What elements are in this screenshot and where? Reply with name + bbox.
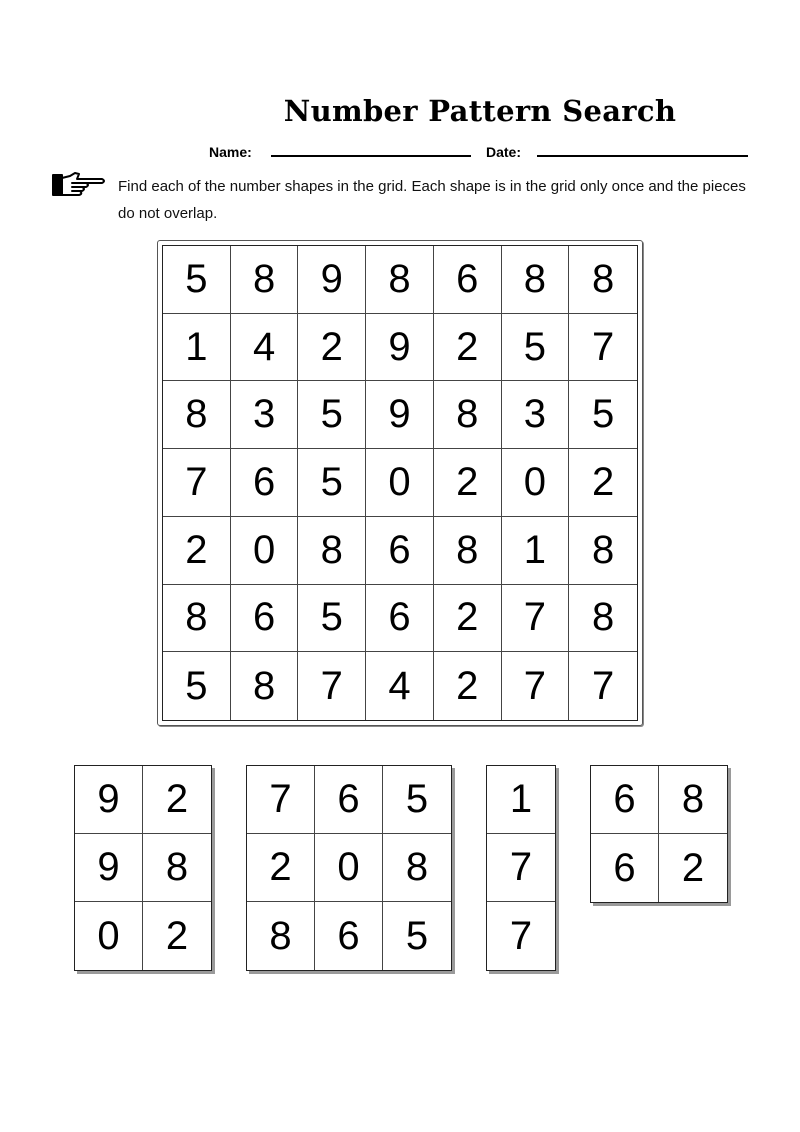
grid-cell[interactable]: 9 <box>366 381 434 449</box>
shape-piece-2 <box>246 765 452 971</box>
shape-cell: 6 <box>315 902 383 970</box>
grid-cell[interactable]: 1 <box>502 517 570 585</box>
shape-cell: 6 <box>315 766 383 834</box>
grid-cell[interactable]: 4 <box>366 652 434 720</box>
grid-cell[interactable]: 7 <box>298 652 366 720</box>
grid-cell[interactable]: 7 <box>163 449 231 517</box>
shape-cell: 6 <box>591 834 659 902</box>
grid-cell[interactable]: 2 <box>298 314 366 382</box>
grid-cell[interactable]: 3 <box>231 381 299 449</box>
grid-cell[interactable]: 5 <box>298 449 366 517</box>
shape-cell: 0 <box>315 834 383 902</box>
grid-cell[interactable]: 5 <box>298 381 366 449</box>
grid-cell[interactable]: 0 <box>366 449 434 517</box>
date-label: Date: <box>486 144 522 160</box>
shape-piece-3 <box>486 765 556 971</box>
grid-cell[interactable]: 5 <box>298 585 366 653</box>
grid-cell[interactable]: 3 <box>502 381 570 449</box>
grid-cell[interactable]: 2 <box>569 449 637 517</box>
shape-cell: 0 <box>75 902 143 970</box>
grid-cell[interactable]: 2 <box>434 449 502 517</box>
instructions-text: Find each of the number shapes in the grid. Each shape is in the grid only once and the pieces do not overlap. <box>118 178 746 222</box>
pointing-hand-icon <box>52 170 108 200</box>
name-line[interactable] <box>271 155 471 157</box>
grid-cell[interactable]: 7 <box>592 663 615 708</box>
grid-cell[interactable]: 5 <box>569 381 637 449</box>
grid-cell[interactable]: 4 <box>231 314 299 382</box>
grid-cell[interactable]: 6 <box>434 246 502 314</box>
shape-cell: 8 <box>247 902 315 970</box>
grid-cell[interactable]: 8 <box>434 517 502 585</box>
grid-cell[interactable]: 8 <box>163 381 231 449</box>
grid-cell[interactable]: 5 <box>163 652 231 720</box>
shape-cell: 5 <box>405 913 429 958</box>
grid-cell[interactable]: 8 <box>569 246 637 314</box>
grid-cell[interactable]: 9 <box>366 314 434 382</box>
grid-cell[interactable]: 9 <box>298 246 366 314</box>
grid-cell[interactable]: 7 <box>569 314 637 382</box>
grid-cell[interactable]: 7 <box>502 652 570 720</box>
shape-cell: 1 <box>487 766 555 834</box>
grid-cell[interactable]: 2 <box>434 585 502 653</box>
grid-cell[interactable]: 7 <box>502 585 570 653</box>
shape-cell: 8 <box>659 766 727 834</box>
grid-cell[interactable]: 8 <box>434 381 502 449</box>
grid-cell[interactable]: 5 <box>163 246 231 314</box>
name-label: Name: <box>209 144 252 160</box>
grid-cell[interactable]: 5 <box>502 314 570 382</box>
shape-cell: 5 <box>383 766 451 834</box>
grid-cell[interactable]: 0 <box>502 449 570 517</box>
grid-cell[interactable]: 6 <box>231 585 299 653</box>
worksheet-title: Number Pattern Search <box>283 94 677 128</box>
grid-cell[interactable]: 2 <box>434 652 502 720</box>
grid-cell[interactable]: 8 <box>231 652 299 720</box>
shape-cell: 2 <box>681 845 705 890</box>
grid-cell[interactable]: 2 <box>163 517 231 585</box>
grid-cell[interactable]: 8 <box>569 517 637 585</box>
number-grid-frame <box>157 240 643 726</box>
shape-cell: 8 <box>143 834 211 902</box>
shape-cell: 9 <box>75 834 143 902</box>
grid-cell[interactable]: 8 <box>502 246 570 314</box>
date-line[interactable] <box>537 155 748 157</box>
grid-cell[interactable]: 8 <box>298 517 366 585</box>
shape-cell: 6 <box>591 766 659 834</box>
grid-cell[interactable]: 8 <box>163 585 231 653</box>
shape-piece-1 <box>74 765 212 971</box>
grid-cell[interactable]: 6 <box>366 585 434 653</box>
grid-cell[interactable]: 8 <box>366 246 434 314</box>
number-grid <box>162 245 638 721</box>
grid-cell[interactable]: 6 <box>366 517 434 585</box>
grid-cell[interactable]: 8 <box>231 246 299 314</box>
shape-piece-4 <box>590 765 728 903</box>
shape-cell: 9 <box>75 766 143 834</box>
shape-cell: 2 <box>143 766 211 834</box>
shape-cell: 8 <box>383 834 451 902</box>
shape-cell: 7 <box>487 834 555 902</box>
grid-cell[interactable]: 1 <box>163 314 231 382</box>
grid-cell[interactable]: 0 <box>231 517 299 585</box>
shape-cell: 7 <box>509 913 533 958</box>
shape-cell: 7 <box>247 766 315 834</box>
shape-cell: 2 <box>165 913 189 958</box>
grid-cell[interactable]: 8 <box>569 585 637 653</box>
grid-cell[interactable]: 2 <box>434 314 502 382</box>
shape-cell: 2 <box>247 834 315 902</box>
grid-cell[interactable]: 6 <box>231 449 299 517</box>
